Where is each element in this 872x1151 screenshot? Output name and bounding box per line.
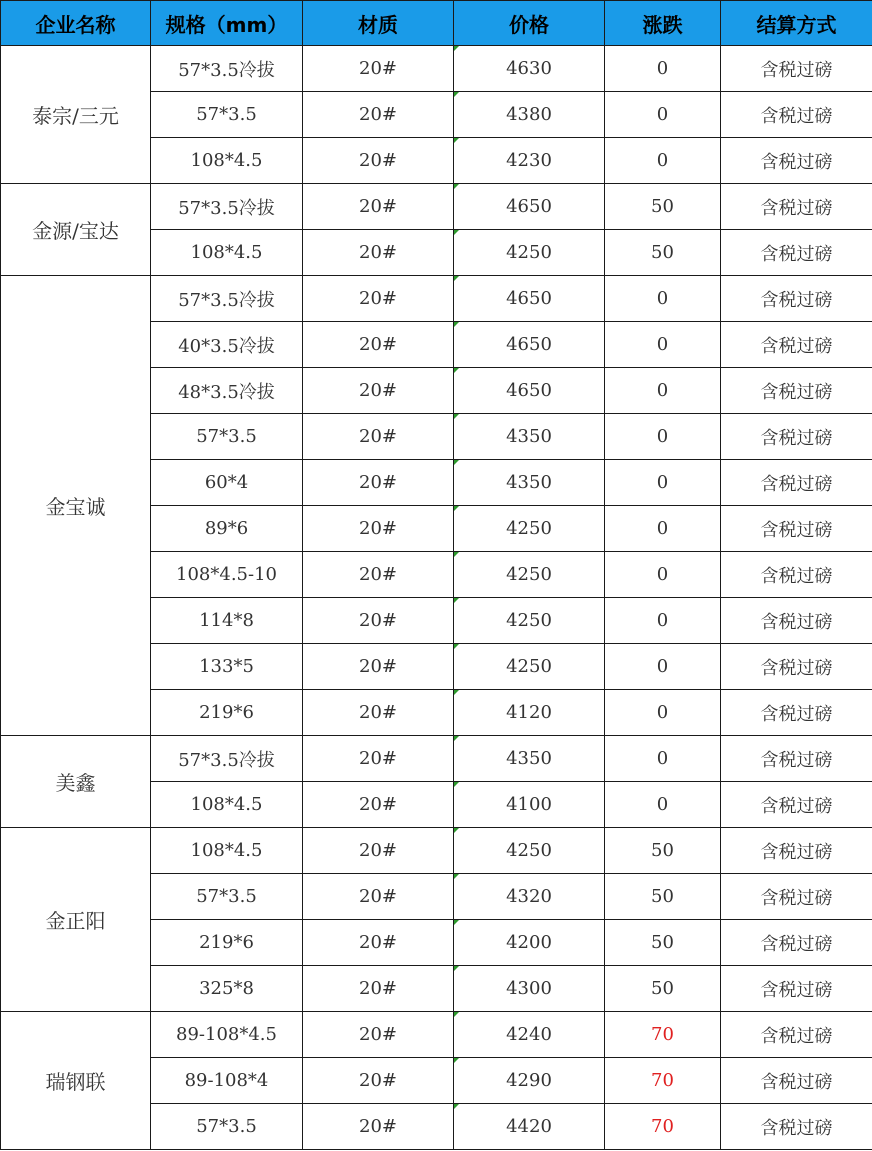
header-row [1,1,872,46]
material-cell: 20# [303,1012,454,1058]
material-cell: 20# [303,1104,454,1150]
spec-cell: 108*4.5 [151,230,303,276]
table-row [1,1012,872,1058]
change-cell: 0 [605,782,721,828]
settlement-cell: 含税过磅 [721,644,872,690]
material-cell: 20# [303,414,454,460]
settlement-cell: 含税过磅 [721,184,872,230]
material-cell: 20# [303,552,454,598]
spec-cell: 108*4.5 [151,828,303,874]
price-cell: 4420 [454,1104,605,1150]
price-cell: 4350 [454,414,605,460]
table-row [1,46,872,92]
settlement-cell: 含税过磅 [721,230,872,276]
settlement-cell: 含税过磅 [721,322,872,368]
spec-cell: 57*3.5 [151,1104,303,1150]
company-name-cell: 瑞钢联 [1,1012,151,1150]
spec-cell: 57*3.5冷拔 [151,736,303,782]
change-cell: 50 [605,966,721,1012]
table-row [1,736,872,782]
material-cell: 20# [303,368,454,414]
spec-cell: 108*4.5 [151,782,303,828]
price-cell: 4250 [454,828,605,874]
header-material: 材质 [303,1,454,46]
material-cell: 20# [303,736,454,782]
header-company: 企业名称 [1,1,151,46]
price-cell: 4250 [454,598,605,644]
change-cell: 50 [605,230,721,276]
spec-cell: 57*3.5冷拔 [151,46,303,92]
change-cell: 0 [605,276,721,322]
table-row [1,828,872,874]
price-cell: 4250 [454,644,605,690]
price-cell: 4650 [454,368,605,414]
settlement-cell: 含税过磅 [721,1012,872,1058]
price-cell: 4100 [454,782,605,828]
price-cell: 4380 [454,92,605,138]
material-cell: 20# [303,966,454,1012]
change-cell: 0 [605,414,721,460]
spec-cell: 57*3.5冷拔 [151,276,303,322]
header-settlement: 结算方式 [721,1,872,46]
settlement-cell: 含税过磅 [721,598,872,644]
settlement-cell: 含税过磅 [721,736,872,782]
change-cell: 0 [605,552,721,598]
change-cell: 0 [605,506,721,552]
material-cell: 20# [303,598,454,644]
spec-cell: 114*8 [151,598,303,644]
settlement-cell: 含税过磅 [721,138,872,184]
price-cell: 4200 [454,920,605,966]
settlement-cell: 含税过磅 [721,782,872,828]
spec-cell: 89-108*4.5 [151,1012,303,1058]
spec-cell: 219*6 [151,920,303,966]
header-change: 涨跌 [605,1,721,46]
price-cell: 4650 [454,276,605,322]
spec-cell: 48*3.5冷拔 [151,368,303,414]
settlement-cell: 含税过磅 [721,276,872,322]
change-cell: 0 [605,736,721,782]
material-cell: 20# [303,184,454,230]
material-cell: 20# [303,506,454,552]
material-cell: 20# [303,138,454,184]
price-cell: 4250 [454,230,605,276]
change-cell: 70 [605,1012,721,1058]
header-price: 价格 [454,1,605,46]
company-name-cell: 美鑫 [1,736,151,828]
spec-cell: 89-108*4 [151,1058,303,1104]
price-cell: 4650 [454,322,605,368]
material-cell: 20# [303,230,454,276]
change-cell: 0 [605,460,721,506]
price-cell: 4300 [454,966,605,1012]
price-cell: 4320 [454,874,605,920]
settlement-cell: 含税过磅 [721,1058,872,1104]
settlement-cell: 含税过磅 [721,414,872,460]
settlement-cell: 含税过磅 [721,368,872,414]
material-cell: 20# [303,782,454,828]
spec-cell: 219*6 [151,690,303,736]
settlement-cell: 含税过磅 [721,46,872,92]
price-cell: 4630 [454,46,605,92]
table-row [1,184,872,230]
spec-cell: 108*4.5-10 [151,552,303,598]
spec-cell: 108*4.5 [151,138,303,184]
settlement-cell: 含税过磅 [721,460,872,506]
change-cell: 0 [605,368,721,414]
material-cell: 20# [303,92,454,138]
spec-cell: 89*6 [151,506,303,552]
spec-cell: 57*3.5冷拔 [151,184,303,230]
material-cell: 20# [303,828,454,874]
price-cell: 4250 [454,552,605,598]
change-cell: 0 [605,138,721,184]
spec-cell: 60*4 [151,460,303,506]
price-cell: 4240 [454,1012,605,1058]
material-cell: 20# [303,644,454,690]
settlement-cell: 含税过磅 [721,1104,872,1150]
material-cell: 20# [303,322,454,368]
change-cell: 0 [605,690,721,736]
material-cell: 20# [303,690,454,736]
settlement-cell: 含税过磅 [721,920,872,966]
settlement-cell: 含税过磅 [721,966,872,1012]
price-cell: 4350 [454,736,605,782]
settlement-cell: 含税过磅 [721,92,872,138]
table-body [1,46,872,1150]
change-cell: 0 [605,92,721,138]
spec-cell: 57*3.5 [151,414,303,460]
settlement-cell: 含税过磅 [721,552,872,598]
change-cell: 0 [605,322,721,368]
change-cell: 50 [605,828,721,874]
price-cell: 4230 [454,138,605,184]
header-spec: 规格（mm） [151,1,303,46]
price-cell: 4250 [454,506,605,552]
settlement-cell: 含税过磅 [721,874,872,920]
change-cell: 50 [605,184,721,230]
material-cell: 20# [303,46,454,92]
price-cell: 4120 [454,690,605,736]
material-cell: 20# [303,460,454,506]
spec-cell: 325*8 [151,966,303,1012]
change-cell: 70 [605,1104,721,1150]
settlement-cell: 含税过磅 [721,690,872,736]
company-name-cell: 金源/宝达 [1,184,151,276]
spec-cell: 57*3.5 [151,92,303,138]
company-name-cell: 金正阳 [1,828,151,1012]
price-cell: 4290 [454,1058,605,1104]
company-name-cell: 泰宗/三元 [1,46,151,184]
spec-cell: 57*3.5 [151,874,303,920]
company-name-cell: 金宝诚 [1,276,151,736]
change-cell: 50 [605,920,721,966]
change-cell: 50 [605,874,721,920]
material-cell: 20# [303,874,454,920]
table-row [1,276,872,322]
spec-cell: 133*5 [151,644,303,690]
settlement-cell: 含税过磅 [721,506,872,552]
material-cell: 20# [303,276,454,322]
change-cell: 0 [605,598,721,644]
material-cell: 20# [303,1058,454,1104]
material-cell: 20# [303,920,454,966]
change-cell: 0 [605,644,721,690]
price-cell: 4350 [454,460,605,506]
change-cell: 0 [605,46,721,92]
spec-cell: 40*3.5冷拔 [151,322,303,368]
price-cell: 4650 [454,184,605,230]
settlement-cell: 含税过磅 [721,828,872,874]
change-cell: 70 [605,1058,721,1104]
